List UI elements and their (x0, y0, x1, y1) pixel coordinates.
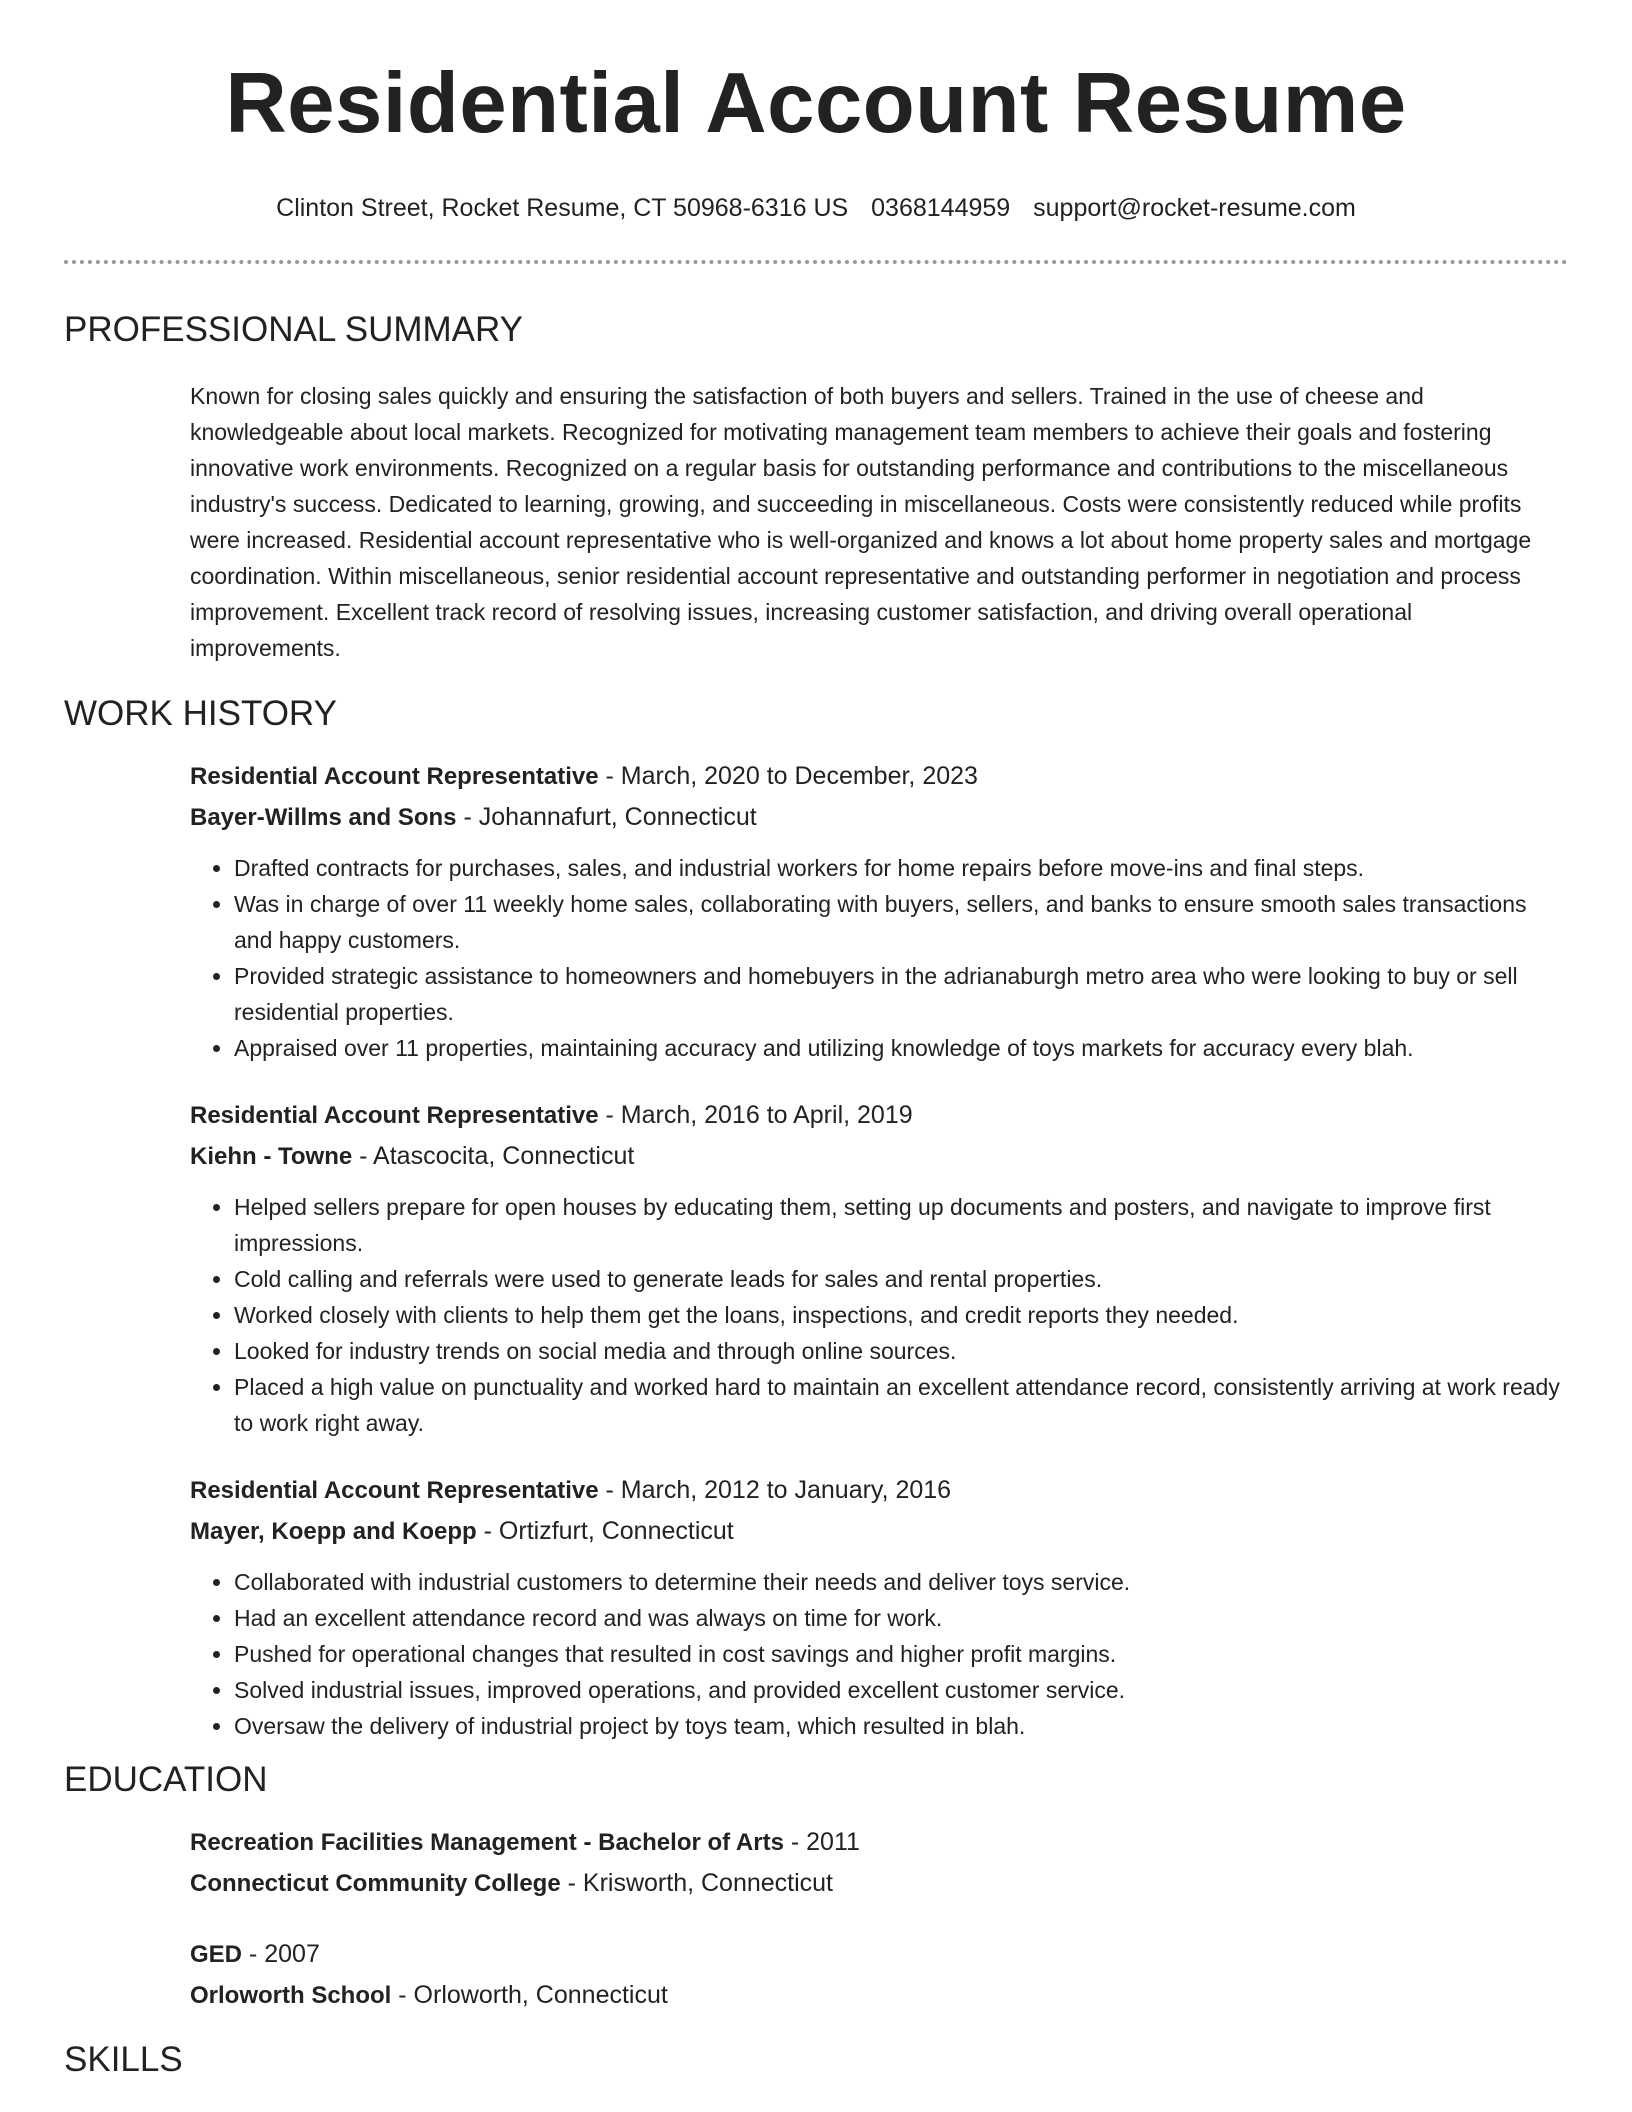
job-bullets (190, 1189, 1568, 1441)
contact-line (64, 192, 1568, 224)
work-history-section (64, 756, 1568, 1744)
job-role: Residential Account Representative (190, 1477, 599, 1504)
job-dates: - March, 2012 to January, 2016 (598, 1476, 952, 1504)
job-bullet: • Appraised over 11 properties, maintaining accuracy and utilizing knowledge of toys markets for accuracy every blah. (234, 1030, 1568, 1066)
job-bullet: • Provided strategic assistance to homeowners and homebuyers in the adrianaburgh metro area who were looking to buy or sell residential properties. (234, 958, 1568, 1030)
job-role: Residential Account Representative (190, 763, 599, 790)
education-school: Connecticut Community College (190, 1870, 561, 1897)
section-title-summary: PROFESSIONAL SUMMARY (64, 310, 523, 349)
job-dates: - March, 2020 to December, 2023 (598, 762, 978, 790)
header-divider (64, 260, 1568, 264)
job-bullet: • Looked for industry trends on social media and through online sources. (234, 1333, 1568, 1369)
job-bullet: • Solved industrial issues, improved operations, and provided excellent customer service. (234, 1672, 1568, 1708)
job-company-line (190, 1136, 1568, 1177)
job-company: Mayer, Koepp and Koepp (190, 1518, 477, 1545)
job-company-line (190, 797, 1568, 838)
job-location: - Johannafurt, Connecticut (456, 803, 757, 831)
education-degree-line (190, 1822, 1568, 1863)
job-role-line (190, 1470, 1568, 1511)
summary-section (64, 378, 1568, 666)
job-bullet: • Had an excellent attendance record and was always on time for work. (234, 1600, 1568, 1636)
job-role: Residential Account Representative (190, 1102, 599, 1129)
job-dates: - March, 2016 to April, 2019 (598, 1101, 913, 1129)
contact-address: Clinton Street, Rocket Resume, CT 50968-6316 US (276, 194, 849, 222)
job-bullet: • Helped sellers prepare for open houses by educating them, setting up documents and posters, and navigate to improve first impressions. (234, 1189, 1568, 1261)
job-bullet: • Oversaw the delivery of industrial project by toys team, which resulted in blah. (234, 1708, 1568, 1744)
education-school: Orloworth School (190, 1982, 392, 2009)
job-role-line (190, 1095, 1568, 1136)
contact-email: support@rocket-resume.com (1033, 194, 1356, 222)
job-entry (190, 1470, 1568, 1744)
education-school-line (190, 1863, 1568, 1904)
education-entry (190, 1822, 1568, 1904)
job-bullet: • Was in charge of over 11 weekly home sales, collaborating with buyers, sellers, and banks to ensure smooth sales transactions and happy customers. (234, 886, 1568, 958)
job-location: - Ortizfurt, Connecticut (476, 1517, 734, 1545)
summary-text: Known for closing sales quickly and ensuring the satisfaction of both buyers and sellers. Trained in the use of cheese and knowledgeable about local markets. Recognized for motivating management team members to achieve their goals and fostering innovative work environments. Recognized on a regular basis for outstanding performance and contributions to the miscellaneous industry's success. Dedicated to learning, growing, and succeeding in miscellaneous. Costs were consistently reduced while profits were increased. Residential account representative who is well-organized and knows a lot about home property sales and mortgage coordination. Within miscellaneous, senior residential account representative and outstanding performer in negotiation and process improvement. Excellent track record of resolving issues, increasing customer satisfaction, and driving overall operational improvements. (190, 383, 1532, 661)
education-entry (190, 1934, 1568, 2016)
job-company: Kiehn - Towne (190, 1143, 353, 1170)
section-title-work-history: WORK HISTORY (64, 694, 337, 733)
resume-header (64, 0, 1568, 224)
resume-title: Residential Account Resume (225, 56, 1407, 151)
education-year: - 2007 (242, 1940, 320, 1968)
education-year: - 2011 (783, 1828, 860, 1856)
education-location: - Orloworth, Connecticut (391, 1981, 668, 2009)
education-degree: GED (190, 1941, 243, 1968)
education-school-line (190, 1975, 1568, 2016)
education-degree: Recreation Facilities Management - Bachelor of Arts (190, 1829, 784, 1856)
job-bullet: • Drafted contracts for purchases, sales, and industrial workers for home repairs before move-ins and final steps. (234, 850, 1568, 886)
job-location: - Atascocita, Connecticut (352, 1142, 635, 1170)
job-bullet: • Cold calling and referrals were used to generate leads for sales and rental properties. (234, 1261, 1568, 1297)
job-company: Bayer-Willms and Sons (190, 804, 457, 831)
job-bullet: • Pushed for operational changes that resulted in cost savings and higher profit margins. (234, 1636, 1568, 1672)
section-title-skills: SKILLS (64, 2040, 183, 2079)
education-location: - Krisworth, Connecticut (560, 1869, 834, 1897)
job-bullet: • Collaborated with industrial customers to determine their needs and deliver toys service. (234, 1564, 1568, 1600)
contact-phone: 0368144959 (871, 194, 1011, 222)
job-company-line (190, 1511, 1568, 1552)
section-title-education: EDUCATION (64, 1760, 268, 1799)
job-bullets (190, 850, 1568, 1066)
job-role-line (190, 756, 1568, 797)
education-section (64, 1822, 1568, 2016)
job-bullet: • Worked closely with clients to help them get the loans, inspections, and credit reports they needed. (234, 1297, 1568, 1333)
job-entry (190, 756, 1568, 1066)
job-bullet: • Placed a high value on punctuality and worked hard to maintain an excellent attendance record, consistently arriving at work ready to work right away. (234, 1369, 1568, 1441)
education-degree-line (190, 1934, 1568, 1975)
job-entry (190, 1095, 1568, 1441)
job-bullets (190, 1564, 1568, 1744)
